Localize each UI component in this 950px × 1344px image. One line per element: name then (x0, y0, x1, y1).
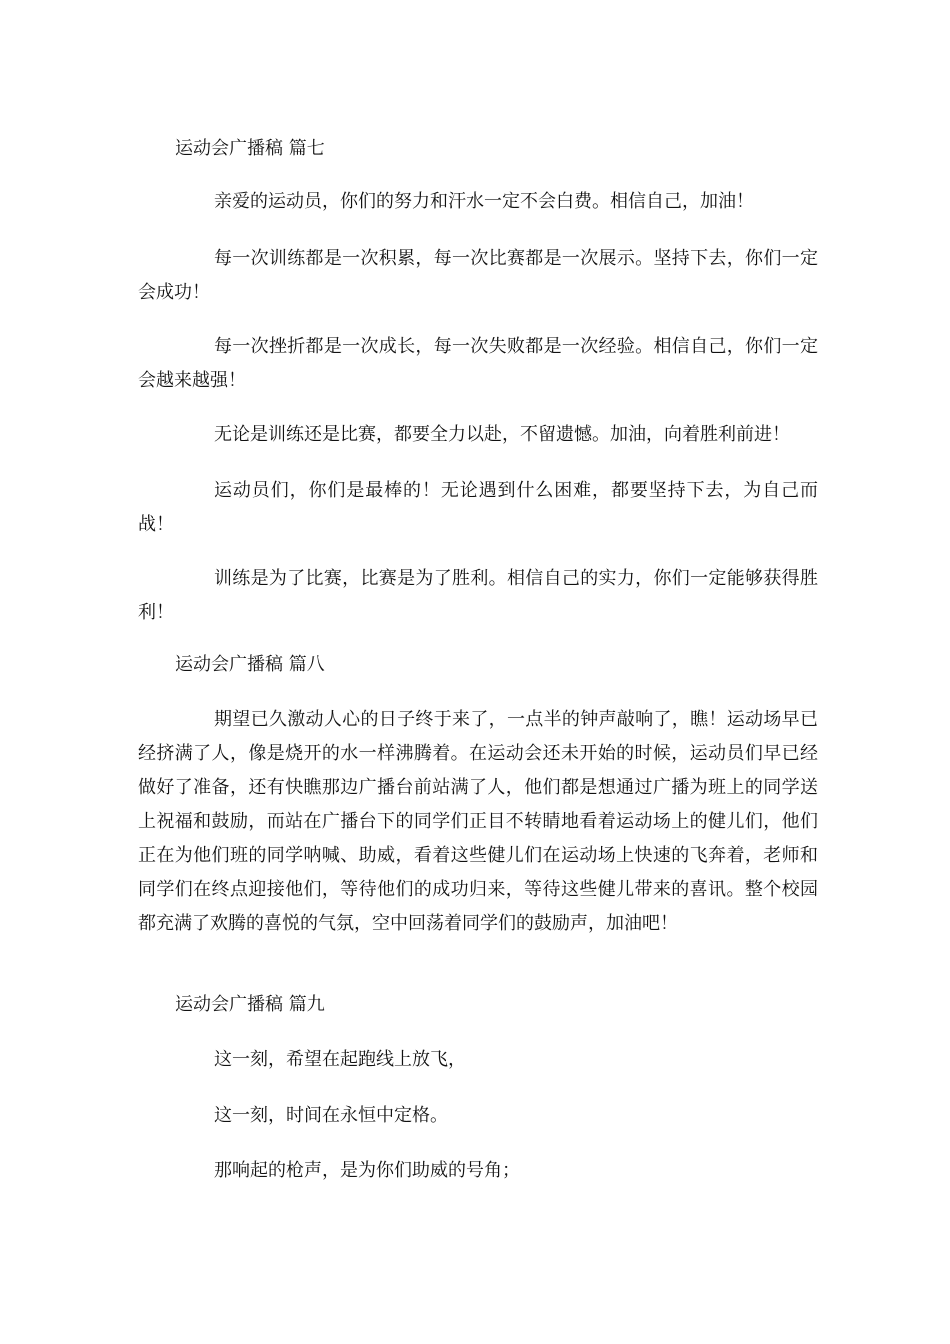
paragraph: 期望已久激动人心的日子终于来了，一点半的钟声敲响了，瞧！运动场早已经挤满了人，像是烧开的水一样沸腾着。在运动会还未开始的时候，运动员们早已经做好了准备，还有快瞧那边广播台前站满了人，他们都是想通过广播为班上的同学送上祝福和鼓励，而站在广播台下的同学们正目不转睛地看着运动场上的健儿们，他们正在为他们班的同学呐喊、助威，看着这些健儿们在运动场上快速的飞奔着，老师和同学们在终点迎接他们，等待他们的成功归来，等待这些健儿带来的喜讯。整个校园都充满了欢腾的喜悦的气氛，空中回荡着同学们的鼓励声，加油吧！ (138, 709, 818, 934)
section-heading-7: 运动会广播稿 篇七 (175, 138, 325, 159)
paragraph: 那响起的枪声，是为你们助威的号角； (214, 1160, 520, 1181)
paragraph: 每一次训练都是一次积累，每一次比赛都是一次展示。坚持下去，你们一定会成功！ (138, 248, 818, 303)
paragraph: 这一刻，时间在永恒中定格。 (214, 1105, 448, 1126)
paragraph: 每一次挫折都是一次成长，每一次失败都是一次经验。相信自己，你们一定会越来越强！ (138, 336, 818, 391)
paragraph: 无论是训练还是比赛，都要全力以赴，不留遗憾。加油，向着胜利前进！ (214, 424, 790, 445)
section-heading-9: 运动会广播稿 篇九 (175, 994, 325, 1015)
paragraph: 这一刻，希望在起跑线上放飞， (214, 1049, 466, 1070)
paragraph: 运动员们，你们是最棒的！无论遇到什么困难，都要坚持下去，为自己而战！ (138, 480, 818, 535)
paragraph: 训练是为了比赛，比赛是为了胜利。相信自己的实力，你们一定能够获得胜利！ (138, 568, 818, 623)
paragraph: 亲爱的运动员，你们的努力和汗水一定不会白费。相信自己，加油！ (214, 191, 754, 212)
section-heading-8: 运动会广播稿 篇八 (175, 654, 325, 675)
